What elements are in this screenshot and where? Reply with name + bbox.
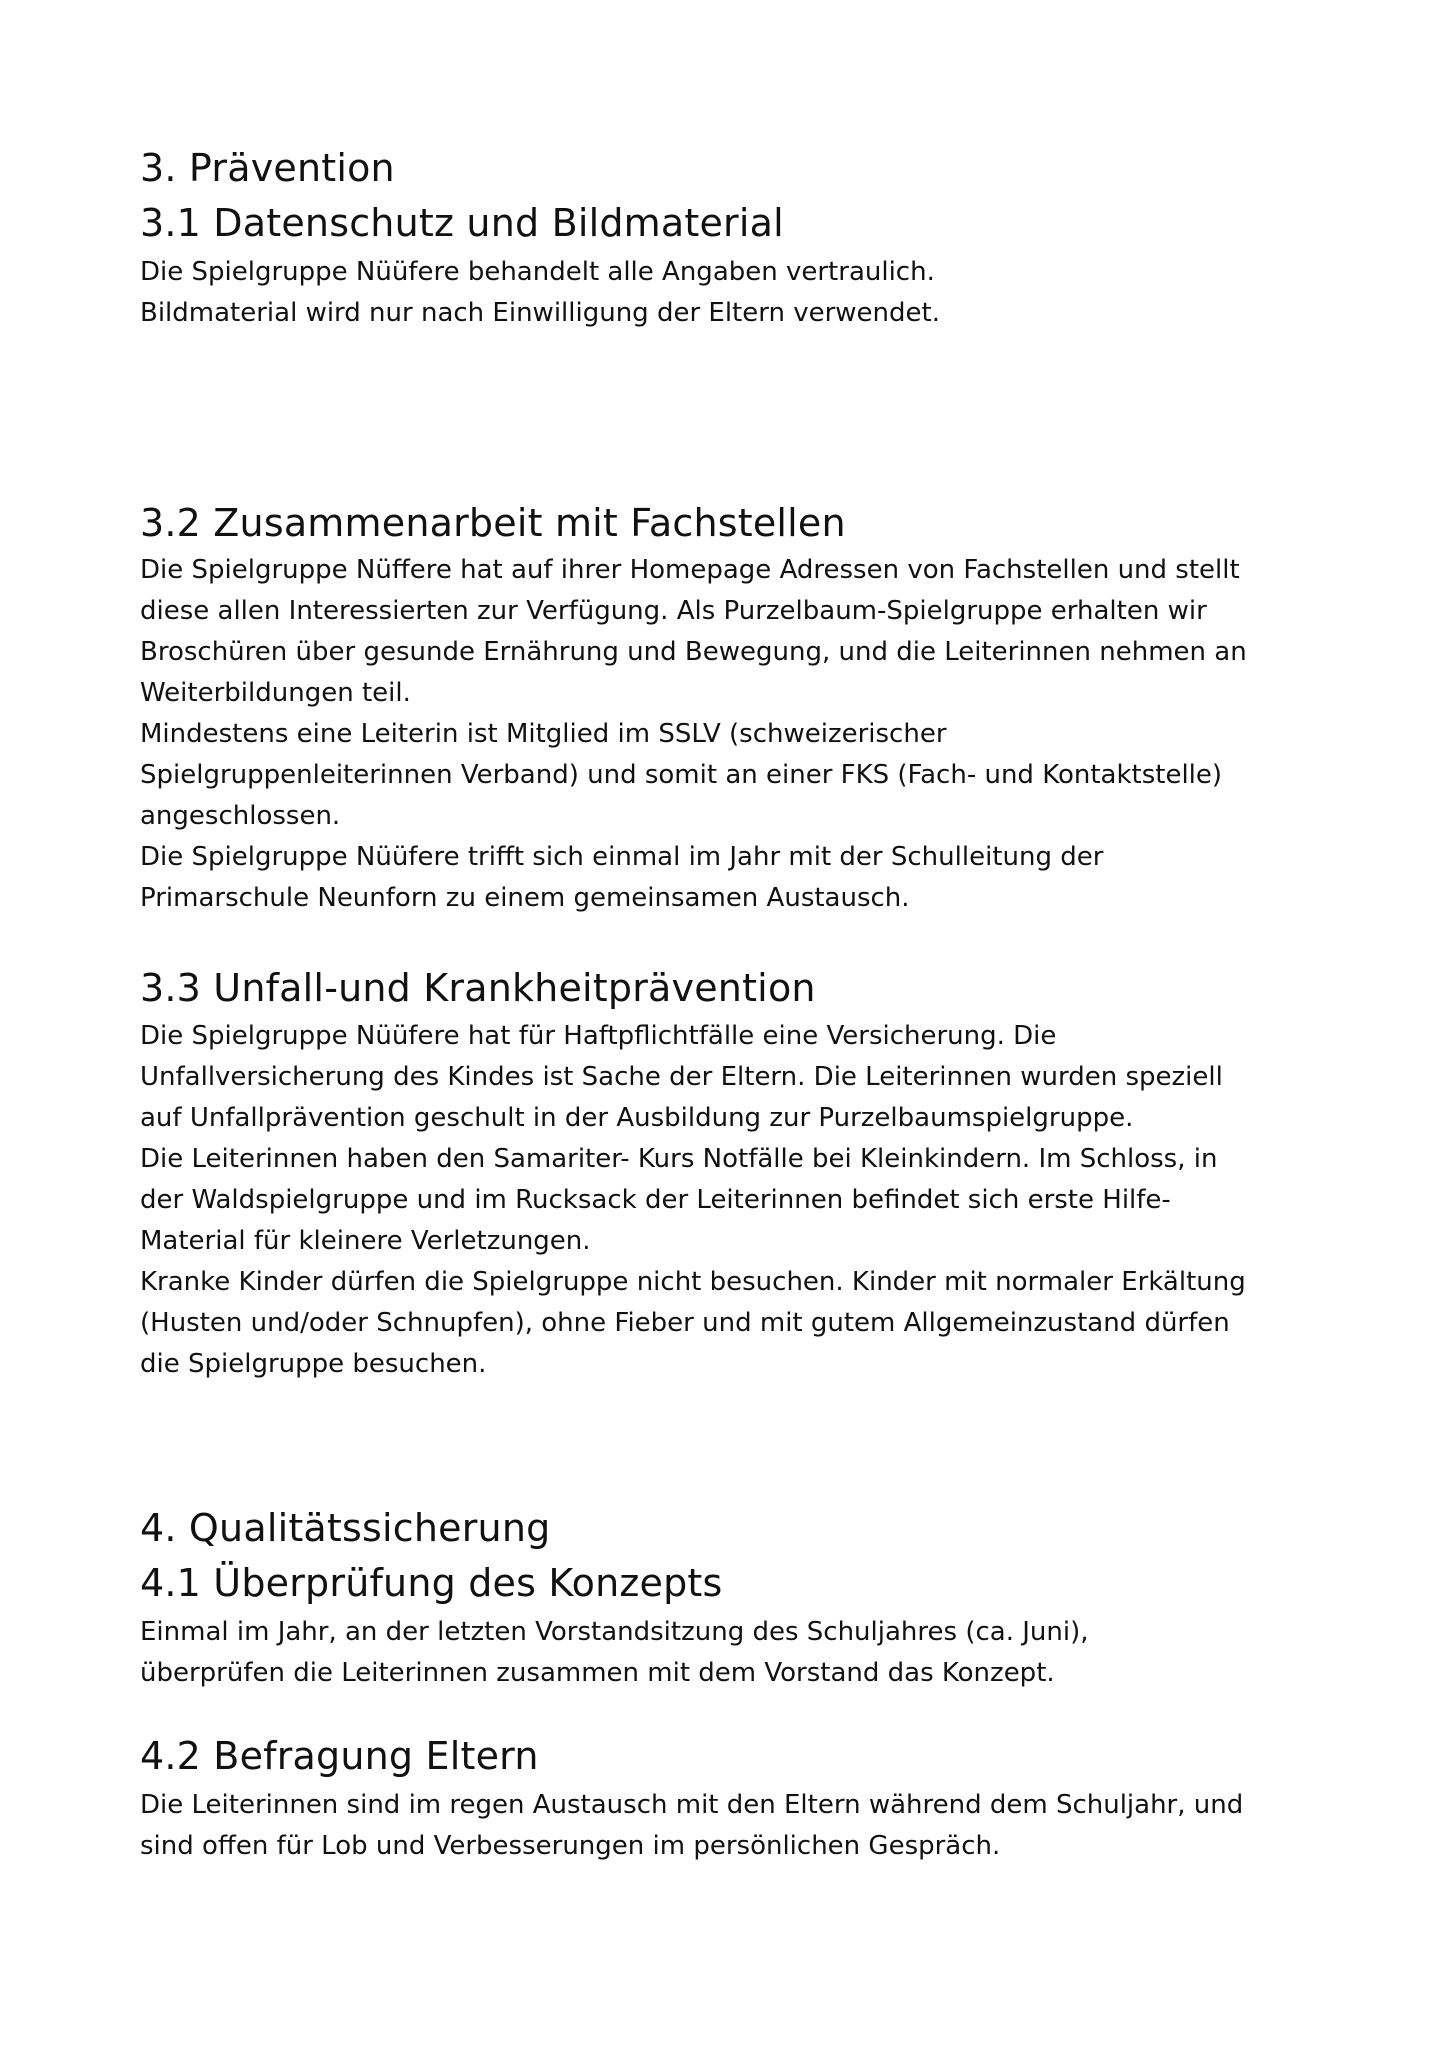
text-line: Die Spielgruppe Nüüfere behandelt alle Angaben vertraulich.	[140, 257, 935, 287]
heading-4-qualitaetssicherung: 4. Qualitätssicherung	[140, 1506, 551, 1550]
heading-4-1-ueberpruefung: 4.1 Überprüfung des Konzepts	[140, 1561, 723, 1605]
heading-3-praevention: 3. Prävention	[140, 146, 395, 190]
text-line: Die Leiterinnen sind im regen Austausch mit den Eltern während dem Schuljahr, und	[140, 1790, 1244, 1820]
text-line: Weiterbildungen teil.	[140, 678, 411, 708]
text-line: diese allen Interessierten zur Verfügung. Als Purzelbaum-Spielgruppe erhalten wir	[140, 596, 1207, 626]
heading-3-1-datenschutz: 3.1 Datenschutz und Bildmaterial	[140, 201, 784, 245]
paragraph-4-2	[140, 1785, 1370, 1867]
paragraph-3-3	[140, 1016, 1370, 1385]
text-line: angeschlossen.	[140, 801, 341, 831]
text-line: Mindestens eine Leiterin ist Mitglied im SSLV (schweizerischer	[140, 719, 947, 749]
text-line: Einmal im Jahr, an der letzten Vorstandsitzung des Schuljahres (ca. Juni),	[140, 1617, 1089, 1647]
text-line: Unfallversicherung des Kindes ist Sache der Eltern. Die Leiterinnen wurden speziell	[140, 1062, 1223, 1092]
text-line: Die Spielgruppe Nüüfere hat für Haftpflichtfälle eine Versicherung. Die	[140, 1021, 1057, 1051]
text-line: die Spielgruppe besuchen.	[140, 1349, 487, 1379]
text-line: Die Spielgruppe Nüffere hat auf ihrer Homepage Adressen von Fachstellen und stellt	[140, 555, 1240, 585]
text-line: (Husten und/oder Schnupfen), ohne Fieber und mit gutem Allgemeinzustand dürfen	[140, 1308, 1230, 1338]
paragraph-3-2	[140, 550, 1370, 919]
text-line: Die Leiterinnen haben den Samariter- Kurs Notfälle bei Kleinkindern. Im Schloss, in	[140, 1144, 1218, 1174]
text-line: der Waldspielgruppe und im Rucksack der Leiterinnen befindet sich erste Hilfe-	[140, 1185, 1171, 1215]
text-line: Die Spielgruppe Nüüfere trifft sich einmal im Jahr mit der Schulleitung der	[140, 842, 1104, 872]
paragraph-4-1	[140, 1612, 1370, 1694]
text-line: Spielgruppenleiterinnen Verband) und somit an einer FKS (Fach- und Kontaktstelle)	[140, 760, 1223, 790]
text-line: Kranke Kinder dürfen die Spielgruppe nicht besuchen. Kinder mit normaler Erkältung	[140, 1267, 1246, 1297]
heading-3-3-unfall-krankheit: 3.3 Unfall-und Krankheitprävention	[140, 966, 816, 1010]
heading-3-2-fachstellen: 3.2 Zusammenarbeit mit Fachstellen	[140, 501, 846, 545]
text-line: Broschüren über gesunde Ernährung und Bewegung, und die Leiterinnen nehmen an	[140, 637, 1247, 667]
text-line: auf Unfallprävention geschult in der Ausbildung zur Purzelbaumspielgruppe.	[140, 1103, 1134, 1133]
heading-4-2-befragung: 4.2 Befragung Eltern	[140, 1734, 539, 1778]
text-line: Primarschule Neunforn zu einem gemeinsamen Austausch.	[140, 883, 910, 913]
text-line: Material für kleinere Verletzungen.	[140, 1226, 591, 1256]
text-line: sind offen für Lob und Verbesserungen im persönlichen Gespräch.	[140, 1831, 1001, 1861]
text-line: Bildmaterial wird nur nach Einwilligung der Eltern verwendet.	[140, 298, 940, 328]
text-line: überprüfen die Leiterinnen zusammen mit dem Vorstand das Konzept.	[140, 1658, 1055, 1688]
paragraph-3-1	[140, 252, 1370, 334]
